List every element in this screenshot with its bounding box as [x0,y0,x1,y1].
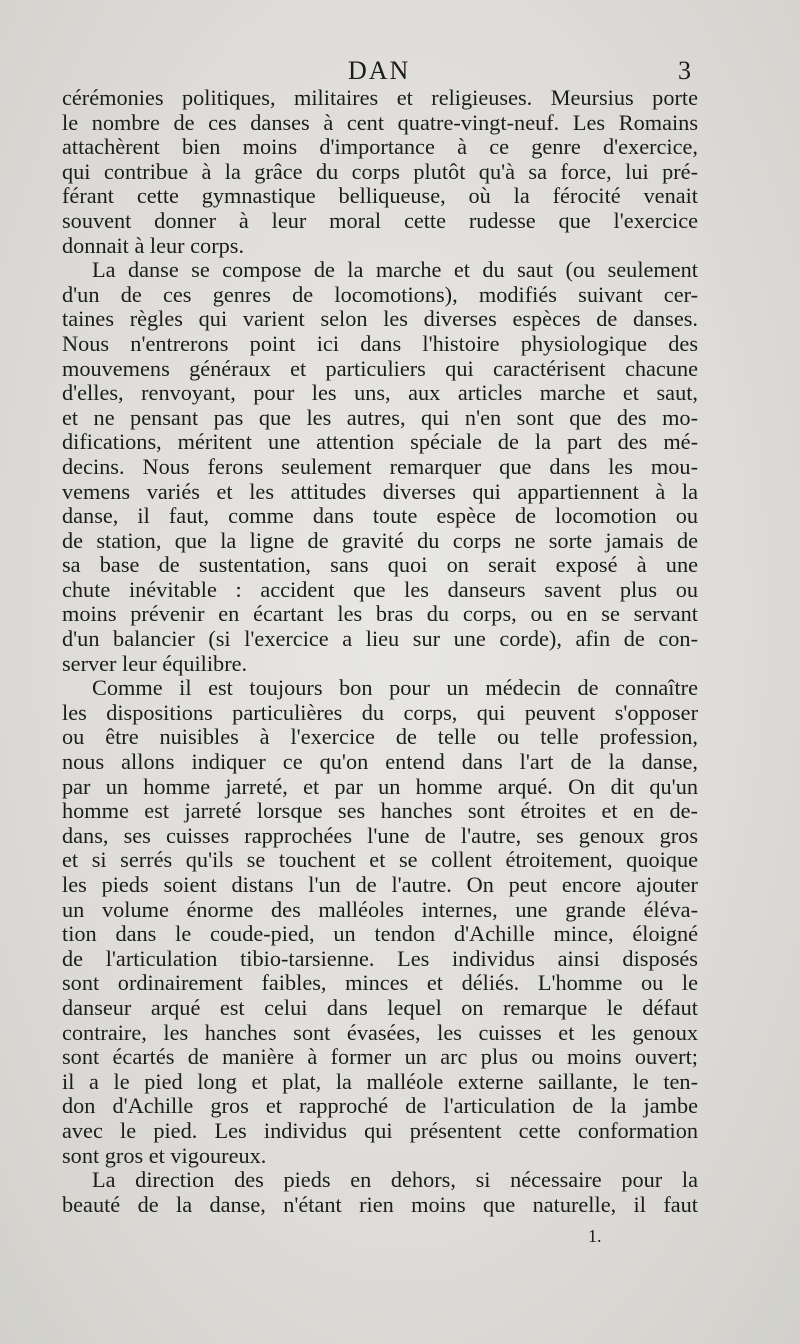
text-line: un volume énorme des malléoles internes, une grande éléva- [62,896,698,922]
text-line: server leur équilibre. [62,650,248,676]
text-line: difications, méritent une attention spéciale de la part des mé- [62,429,698,455]
text-line: Nous n'entrerons point ici dans l'histoire physiologique des [62,330,698,356]
text-line: danse, il faut, comme dans toute espèce de locomotion ou [62,503,698,529]
page-number: 3 [678,56,691,85]
text-line: qui contribue à la grâce du corps plutôt qu'à sa force, lui pré- [62,158,698,184]
text-line: decins. Nous ferons seulement remarquer que dans les mou- [62,453,698,479]
text-line: d'elles, renvoyant, pour les uns, aux articles marche et saut, [62,380,698,406]
text-line: il a le pied long et plat, la malléole externe saillante, le ten- [62,1068,698,1094]
text-line: nous allons indiquer ce qu'on entend dans l'art de la danse, [62,749,698,775]
text-line: de l'articulation tibio-tarsienne. Les individus ainsi disposés [62,945,698,971]
text-line: souvent donner à leur moral cette rudesse que l'exercice [62,207,698,233]
text-line: sont gros et vigoureux. [62,1142,267,1168]
text-line: attachèrent bien moins d'importance à ce genre d'exercice, [62,134,698,160]
signature-mark: 1. [588,1226,602,1246]
text-line: avec le pied. Les individus qui présentent cette conformation [62,1117,698,1143]
text-line: les dispositions particulières du corps, qui peuvent s'opposer [62,699,698,725]
text-line: et ne pensant pas que les autres, qui n'en sont que des mo- [62,404,698,430]
running-head-word: DAN [348,56,411,85]
text-line: La danse se compose de la marche et du saut (ou seulement [92,257,698,283]
text-line: mouvemens généraux et particuliers qui caractérisent chacune [62,355,698,381]
text-line: sa base de sustentation, sans quoi on serait exposé à une [62,552,698,578]
text-line: férant cette gymnastique belliqueuse, où la férocité venait [62,183,698,209]
text-line: par un homme jarreté, et par un homme arqué. On dit qu'un [62,773,698,799]
text-line: contraire, les hanches sont évasées, les cuisses et les genoux [62,1019,698,1045]
text-line: cérémonies politiques, militaires et religieuses. Meursius porte [62,85,698,110]
text-line: d'un de ces genres de locomotions), modifiés suivant cer- [62,281,698,307]
text-line: taines règles qui varient selon les diverses espèces de danses. [62,306,698,332]
text-line: moins prévenir en écartant les bras du corps, ou en se servant [62,601,698,627]
paragraph [62,1168,698,1217]
text-line: dans, ses cuisses rapprochées l'une de l'autre, ses genoux gros [62,822,698,848]
text-line: sont ordinairement faibles, minces et déliés. L'homme ou le [62,970,698,996]
text-line: ou être nuisibles à l'exercice de telle ou telle profession, [62,724,698,750]
text-line: vemens variés et les attitudes diverses qui appartiennent à la [62,478,698,504]
text-line: chute inévitable : accident que les danseurs savent plus ou [62,576,698,602]
running-head [0,56,800,86]
text-line: sont écartés de manière à former un arc plus ou moins ouvert; [62,1044,698,1070]
text-line: d'un balancier (si l'exercice a lieu sur une corde), afin de con- [62,626,698,652]
text-line: Comme il est toujours bon pour un médecin de connaître [92,675,698,701]
paragraph [62,258,698,676]
text-line: donnait à leur corps. [62,232,245,258]
text-line: don d'Achille gros et rapproché de l'articulation de la jambe [62,1093,698,1119]
text-line: beauté de la danse, n'étant rien moins que naturelle, il faut [62,1191,698,1217]
text-line: et si serrés qu'ils se touchent et se collent étroitement, quoique [62,847,698,873]
text-line: tion dans le coude-pied, un tendon d'Achille mince, éloigné [62,921,698,947]
text-line: les pieds soient distans l'un de l'autre. On peut encore ajouter [62,872,698,897]
text-line: de station, que la ligne de gravité du corps ne sorte jamais de [62,527,698,553]
paragraph [62,86,698,258]
text-line: homme est jarreté lorsque ses hanches sont étroites et en de- [62,798,698,824]
text-line: La direction des pieds en dehors, si nécessaire pour la [92,1167,698,1193]
body-text [62,86,698,1217]
text-line: le nombre de ces danses à cent quatre-vingt-neuf. Les Romains [62,109,698,135]
text-line: danseur arqué est celui dans lequel on remarque le défaut [62,994,698,1020]
paragraph [62,676,698,1168]
